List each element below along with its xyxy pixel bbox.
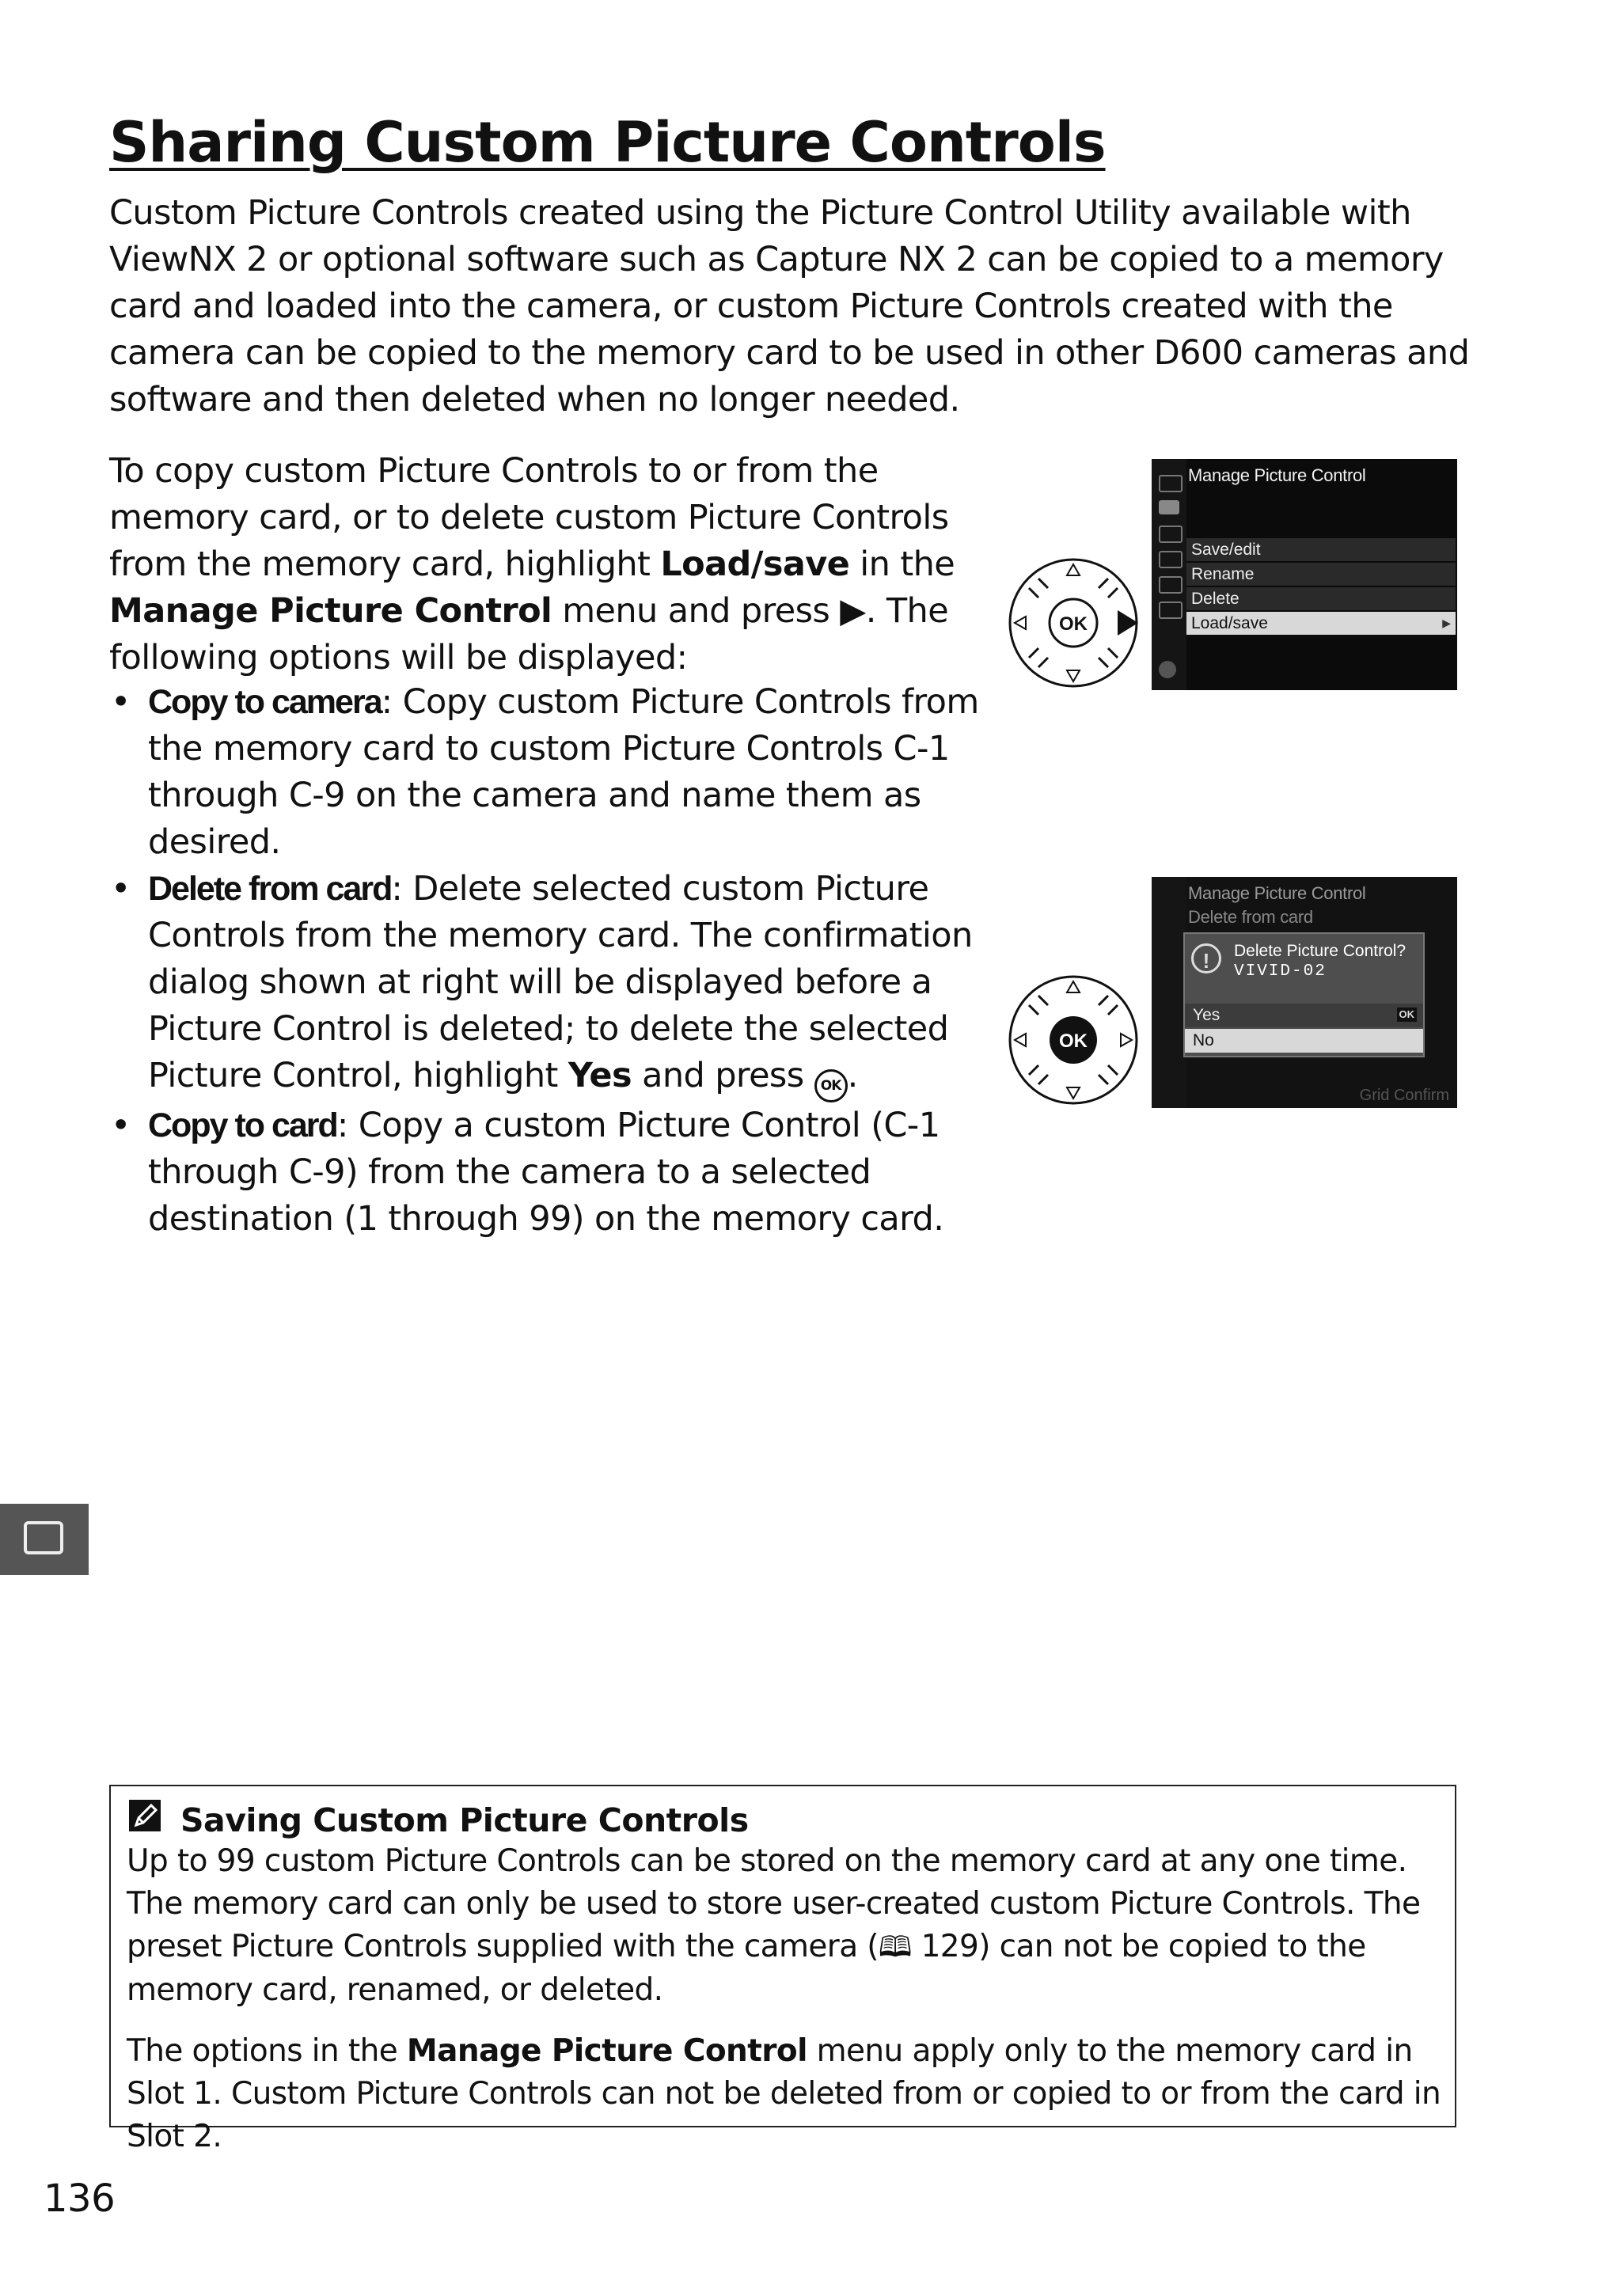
option-term: Copy to camera	[148, 683, 382, 721]
lead-text-1: To copy custom Picture Controls to or from the memory card, or to delete custom Picture Controls from the memory card, highlight	[109, 451, 949, 584]
playback-icon	[1159, 475, 1183, 492]
dial-ok-label: OK	[1059, 613, 1088, 635]
option-desc: : Copy custom Picture Controls from the memory card to custom Picture Controls C-1 through C-9 on the camera and name them as desired.	[148, 682, 979, 862]
menu-sidebar	[1152, 459, 1186, 690]
page-number: 136	[44, 2176, 116, 2221]
dialog-option-yes[interactable]	[1185, 1004, 1423, 1027]
confirm-dialog	[1183, 932, 1425, 1057]
load-save-term: Load/save	[660, 545, 850, 584]
screen-footer: Grid Confirm	[1359, 1087, 1449, 1104]
note-text: Up to 99 custom Picture Controls can be stored on the memory card at any one time. The memory card can only be used to store user-created custom Picture Controls. The preset Picture Controls supplied with the camera (	[127, 1843, 1421, 1964]
note-paragraph-2	[127, 2030, 1448, 2158]
manage-picture-control-term: Manage Picture Control	[109, 591, 552, 631]
option-desc: : Delete selected custom Picture Controls from the memory card. The confirmation dialog shown at right will be displayed before a Picture Control is deleted; to delete the selected Picture Control, highlight	[148, 869, 973, 1095]
note-heading: Saving Custom Picture Controls	[180, 1801, 749, 1839]
lead-text-3: menu and press ▶. The following options will be displayed:	[109, 591, 949, 677]
menu-item-save-edit[interactable]: Save/edit	[1186, 538, 1456, 561]
my-menu-icon	[1159, 602, 1183, 619]
dialog-option-no[interactable]: No	[1185, 1029, 1423, 1053]
note-text-cont: 129) can not be copied to the memory card, renamed, or deleted.	[127, 1929, 1366, 2008]
delete-confirmation-screen	[1152, 877, 1457, 1108]
menu-item-label: Load/save	[1191, 614, 1268, 632]
right-arrow-icon: ▶	[1442, 617, 1451, 629]
section-thumb-tab	[0, 1504, 89, 1575]
option-desc-cont: and press	[632, 1056, 814, 1095]
note-box	[109, 1785, 1456, 2154]
picture-control-name: VIVID-02	[1234, 962, 1327, 981]
ok-button-icon: OK	[814, 1069, 848, 1102]
instructions-paragraph	[109, 448, 980, 681]
pencil-note-icon	[128, 1799, 161, 1832]
menu-item-load-save[interactable]	[1186, 612, 1456, 635]
yes-term: Yes	[568, 1056, 632, 1095]
wrench-icon	[1159, 551, 1183, 568]
picture-control-icon	[24, 1521, 63, 1554]
menu-item-rename[interactable]: Rename	[1186, 563, 1456, 586]
option-copy-to-card	[109, 1102, 988, 1243]
screen-header: Manage Picture Control	[1188, 883, 1366, 903]
screen-header: Manage Picture Control	[1188, 465, 1366, 485]
yes-label: Yes	[1193, 1006, 1220, 1024]
retouch-icon	[1159, 576, 1183, 594]
ok-tag-icon: OK	[1397, 1008, 1418, 1022]
warning-icon: !	[1191, 943, 1221, 973]
option-delete-from-card	[109, 866, 988, 1102]
note-text: The options in the	[127, 2033, 407, 2069]
screen-subheader: Delete from card	[1188, 907, 1313, 927]
help-icon	[1159, 661, 1176, 678]
page-title: Sharing Custom Picture Controls	[109, 110, 1106, 175]
pencil-icon	[1159, 526, 1183, 543]
option-term: Delete from card	[148, 870, 392, 908]
intro-paragraph: Custom Picture Controls created using the Picture Control Utility available with ViewNX 2 or optional software such as Capture NX 2 can be copied to a memory card and loaded into the camera, or custom Picture Controls created with the camera can be copied to the memory card to be used in other D600 cameras and software and then deleted when no longer needed.	[109, 193, 1470, 419]
option-term: Copy to card	[148, 1106, 337, 1144]
camera-icon	[1159, 500, 1179, 514]
book-icon: 🕮	[878, 1931, 912, 1964]
multi-selector-icon	[1007, 556, 1140, 689]
options-list	[109, 679, 988, 1243]
dialog-question: Delete Picture Control?	[1234, 942, 1407, 960]
dial-ok-label: OK	[1059, 1030, 1088, 1052]
note-paragraph-1	[127, 1840, 1448, 2012]
menu-item-delete[interactable]: Delete	[1186, 587, 1456, 610]
manage-picture-control-term: Manage Picture Control	[406, 2033, 807, 2069]
option-copy-to-camera	[109, 679, 988, 866]
lead-text-2: in the	[849, 545, 955, 584]
multi-selector-icon	[1007, 973, 1140, 1106]
menu-sidebar	[1152, 877, 1186, 1108]
option-desc-end: .	[847, 1056, 858, 1095]
manage-picture-control-screen	[1152, 459, 1457, 690]
note-text-cont: menu apply only to the memory card in Slot 1. Custom Picture Controls can not be deleted from or copied to or from the card in Slot 2.	[127, 2033, 1441, 2154]
option-desc: : Copy a custom Picture Control (C-1 through C-9) from the camera to a selected destination (1 through 99) on the memory card.	[148, 1106, 944, 1239]
